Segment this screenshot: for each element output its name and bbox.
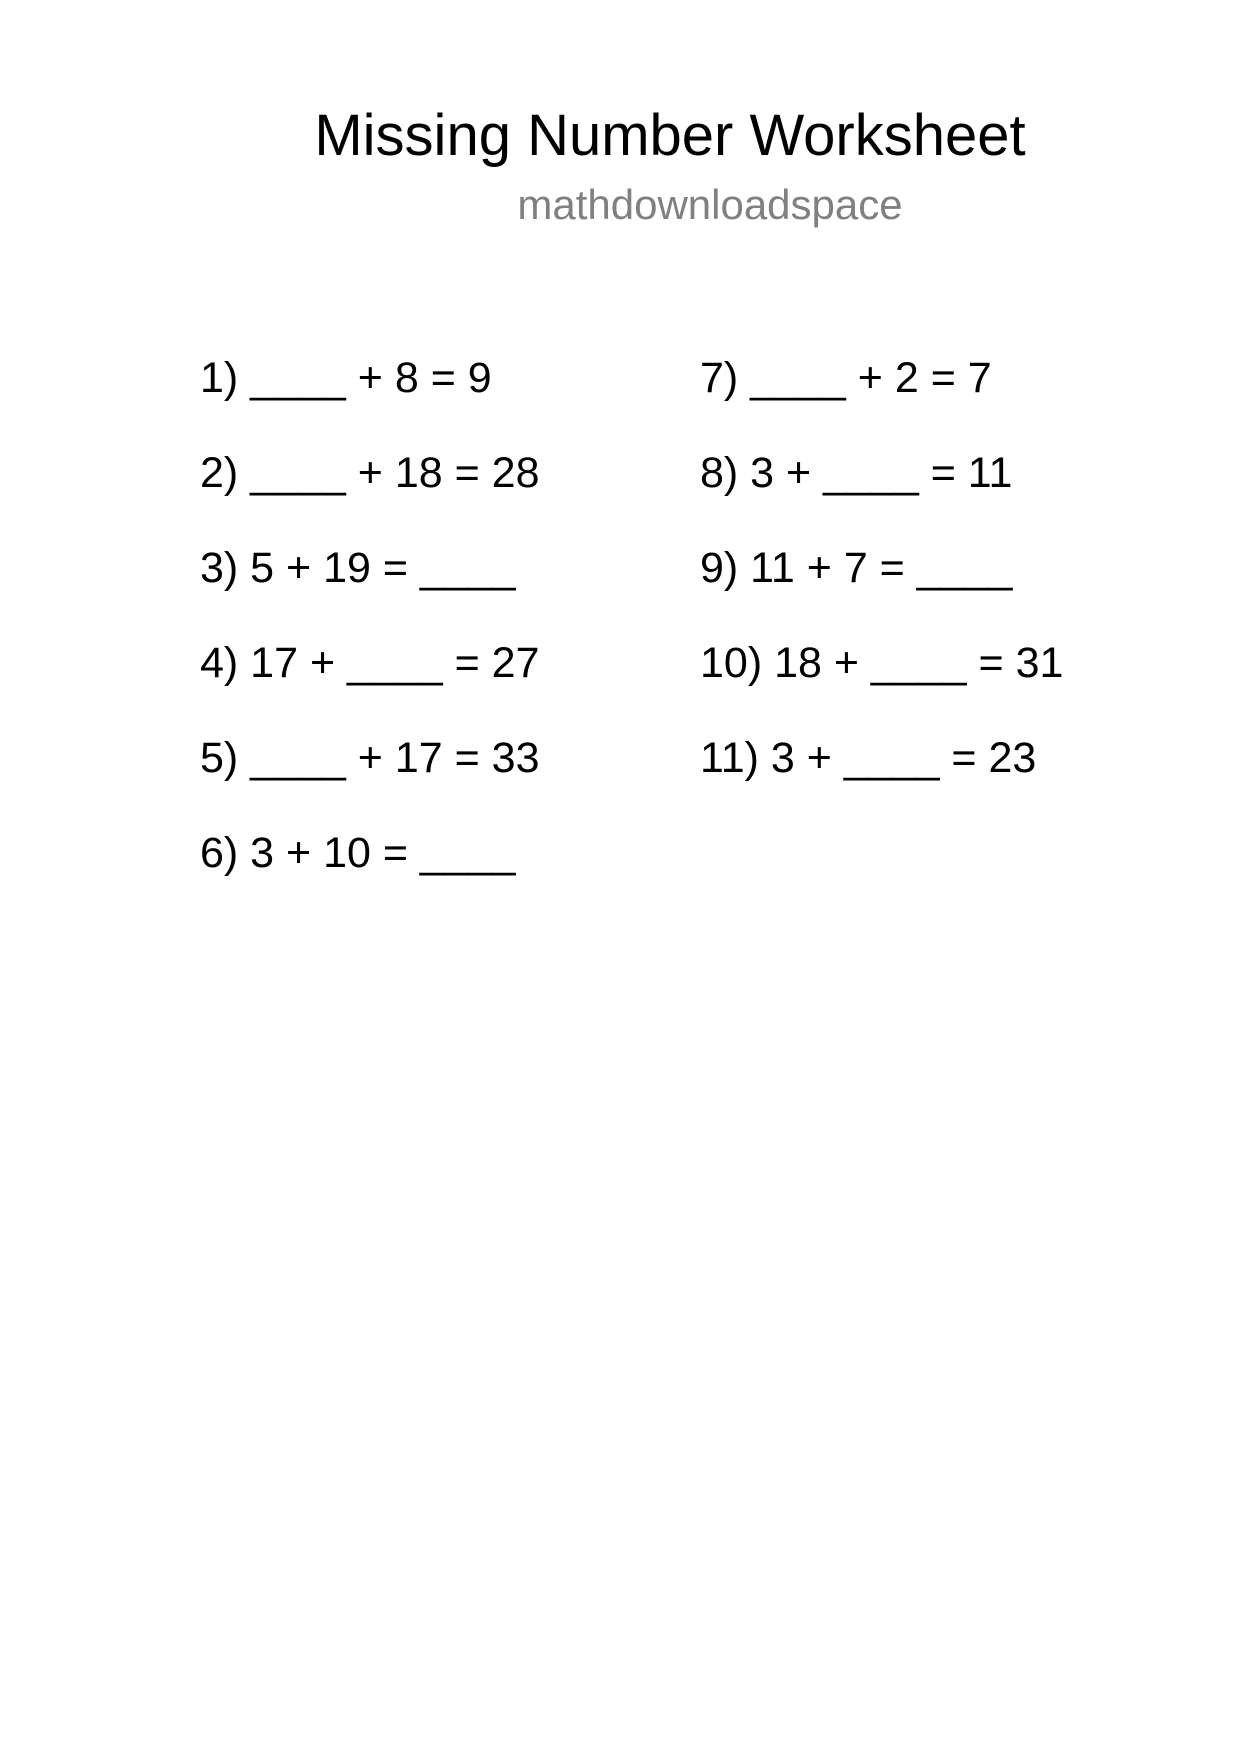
problem-11: 11) 3 + ____ = 23 (700, 734, 1037, 782)
problem-3: 3) 5 + 19 = ____ (200, 544, 516, 592)
worksheet-title: Missing Number Worksheet (314, 103, 1026, 168)
problem-6: 6) 3 + 10 = ____ (200, 829, 516, 877)
problem-9: 9) 11 + 7 = ____ (700, 544, 1013, 592)
problem-5: 5) ____ + 17 = 33 (200, 734, 540, 782)
problem-7: 7) ____ + 2 = 7 (700, 354, 992, 402)
problem-4: 4) 17 + ____ = 27 (200, 639, 540, 687)
problems-left-column (200, 348, 540, 918)
problem-2: 2) ____ + 18 = 28 (200, 449, 540, 497)
problem-1: 1) ____ + 8 = 9 (200, 354, 492, 402)
problem-10: 10) 18 + ____ = 31 (700, 639, 1064, 687)
problems-right-column (700, 348, 1063, 823)
worksheet-subtitle: mathdownloadspace (517, 181, 903, 228)
problem-8: 8) 3 + ____ = 11 (700, 449, 1013, 497)
